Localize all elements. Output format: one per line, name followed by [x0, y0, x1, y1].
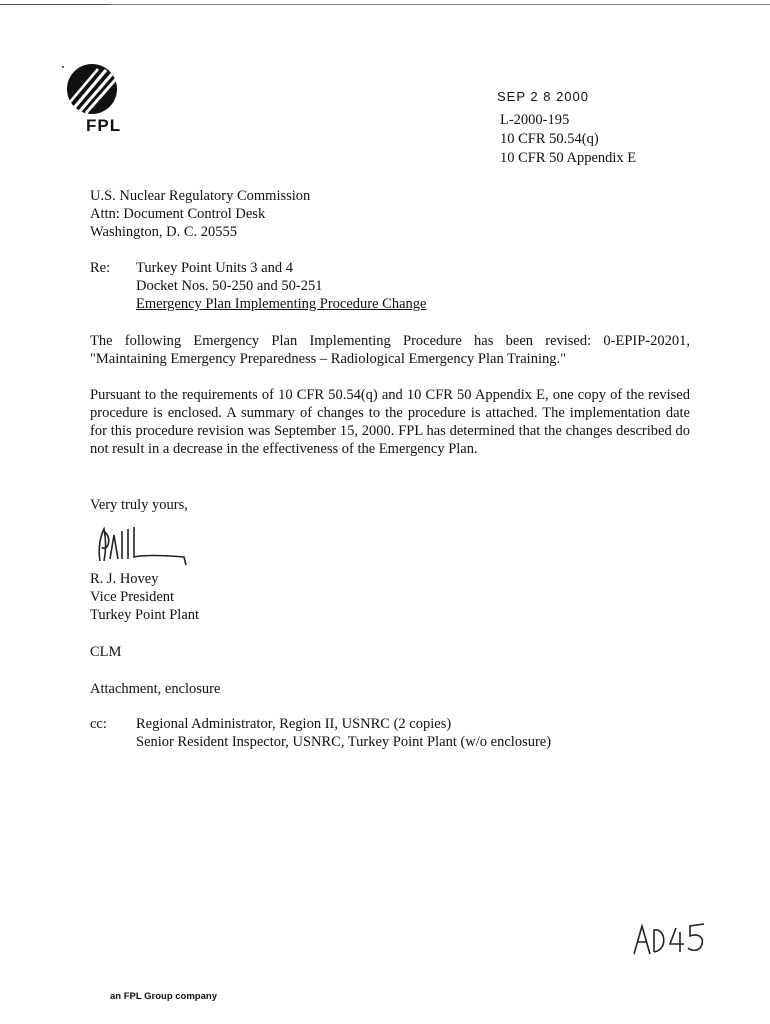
body-paragraph: The following Emergency Plan Implementing Procedure has been revised: 0-EPIP-20201, "Maintaining Emergency Preparedness – Radiological Emergency Plan Training."	[90, 333, 690, 367]
addressee-line: U.S. Nuclear Regulatory Commission	[90, 188, 311, 204]
cfr-reference: 10 CFR 50 Appendix E	[500, 150, 637, 166]
company-wordmark: FPL	[86, 116, 122, 135]
scan-line	[0, 4, 110, 5]
signer-name: R. J. Hovey	[90, 571, 159, 587]
typist-initials: CLM	[90, 644, 122, 660]
cc-recipient: Senior Resident Inspector, USNRC, Turkey Point Plant (w/o enclosure)	[136, 734, 552, 750]
body-paragraph: Pursuant to the requirements of 10 CFR 50.54(q) and 10 CFR 50 Appendix E, one copy of the revised procedure is enclosed. A summary of changes to the procedure is attached. The implementation date for this procedure revision was September 15, 2000. FPL has determined that the changes described do not result in a decrease in the effectiveness of the Emergency Plan.	[90, 387, 690, 457]
subject-title: Emergency Plan Implementing Procedure Change	[136, 296, 427, 312]
subject-block	[136, 259, 426, 313]
closing-salutation: Very truly yours,	[90, 497, 188, 513]
addressee-line: Attn: Document Control Desk	[90, 206, 266, 222]
reference-block	[500, 111, 636, 168]
handwritten-code-icon	[630, 918, 710, 958]
letter-number: L-2000-195	[500, 112, 570, 128]
addressee-block	[90, 187, 310, 241]
footer-tagline: an FPL Group company	[110, 991, 217, 1002]
cc-label: cc:	[90, 716, 107, 732]
subject-line: Turkey Point Units 3 and 4	[136, 260, 293, 276]
subject-label: Re:	[90, 260, 111, 276]
signer-organization: Turkey Point Plant	[90, 607, 200, 623]
signature-block	[90, 570, 199, 624]
cc-block	[136, 715, 551, 751]
signature-icon	[92, 521, 192, 569]
cc-recipient: Regional Administrator, Region II, USNRC (2 copies)	[136, 716, 452, 732]
addressee-line: Washington, D. C. 20555	[90, 224, 238, 240]
date-stamp: SEP 2 8 2000	[497, 89, 589, 104]
scan-line	[110, 4, 770, 5]
signer-title: Vice President	[90, 589, 175, 605]
enclosures-line: Attachment, enclosure	[90, 681, 221, 697]
cfr-reference: 10 CFR 50.54(q)	[500, 131, 599, 147]
subject-line: Docket Nos. 50-250 and 50-251	[136, 278, 323, 294]
